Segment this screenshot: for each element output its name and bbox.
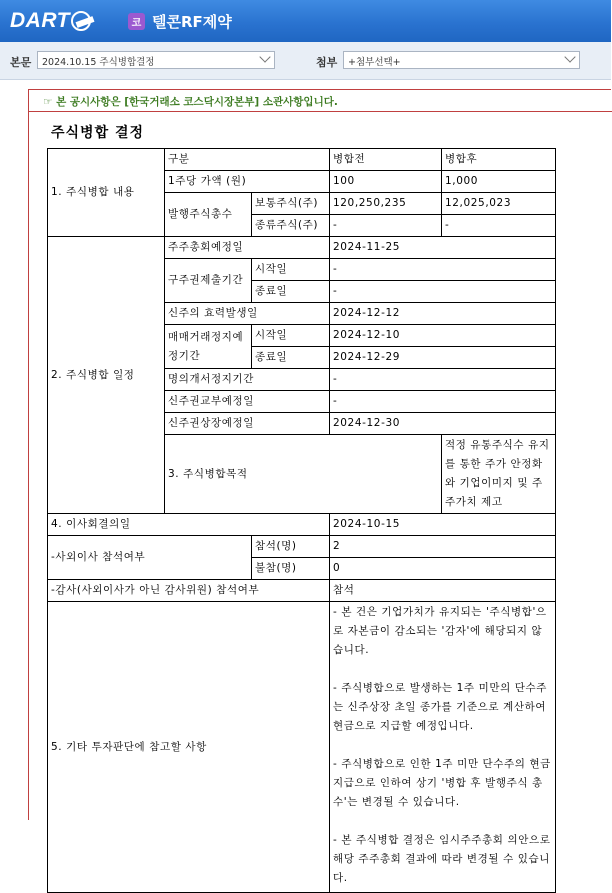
note-1: - 본 건은 기업가치가 유지되는 '주식병합'으로 자본금이 감소되는 '감자'에 해당되지 않습니다. bbox=[333, 606, 547, 656]
attach-select[interactable] bbox=[343, 51, 580, 69]
section2-label: 2. 주식병합 일정 bbox=[48, 237, 165, 514]
listing-date-label: 신주권상장예정일 bbox=[165, 413, 330, 435]
total-shares-label: 발행주식총수 bbox=[165, 193, 252, 237]
common-shares-after: 12,025,023 bbox=[442, 193, 556, 215]
table-row bbox=[48, 237, 556, 259]
market-badge: 코 bbox=[128, 13, 145, 30]
submit-period-label: 구주권제출기간 bbox=[165, 259, 252, 303]
note-3: - 주식병합으로 인한 1주 미만 단수주의 현금지급으로 인하여 상기 '병합 후 발행주식 총수'는 변경될 수 있습니다. bbox=[333, 758, 551, 808]
section1-label: 1. 주식병합 내용 bbox=[48, 149, 165, 237]
table-row bbox=[48, 580, 556, 602]
table-row bbox=[48, 514, 556, 536]
certificate-issue-value: - bbox=[330, 391, 556, 413]
common-shares-label: 보통주식(주) bbox=[252, 193, 330, 215]
table-row bbox=[48, 536, 556, 558]
section5-notes bbox=[330, 602, 556, 893]
agm-date-value: 2024-11-25 bbox=[330, 237, 556, 259]
present-value: 2 bbox=[330, 536, 556, 558]
section4-value: 2024-10-15 bbox=[330, 514, 556, 536]
attach-label: 첨부 bbox=[316, 56, 338, 69]
table-row bbox=[48, 602, 556, 893]
submit-end-label: 종료일 bbox=[252, 281, 330, 303]
company-header bbox=[128, 11, 232, 32]
note-2: - 주식병합으로 발생하는 1주 미만의 단수주는 신주상장 초일 종가를 기준으로 계산하여 현금으로 지급할 예정입니다. bbox=[333, 682, 547, 732]
page-title: 주식병합 결정 bbox=[51, 125, 145, 141]
main-doc-select-value: 2024.10.15 주식병합결정 bbox=[42, 57, 155, 68]
outside-director-label: -사외이사 참석여부 bbox=[48, 536, 252, 580]
disclosure-document bbox=[28, 89, 611, 884]
main-doc-select[interactable] bbox=[37, 51, 275, 69]
submit-start-value: - bbox=[330, 259, 556, 281]
preferred-shares-label: 종류주식(주) bbox=[252, 215, 330, 237]
listing-date-value: 2024-12-30 bbox=[330, 413, 556, 435]
main-label: 본문 bbox=[10, 56, 32, 69]
par-value-label: 1주당 가액 (원) bbox=[165, 171, 330, 193]
logo-globe-icon bbox=[71, 11, 91, 31]
preferred-shares-before: - bbox=[330, 215, 442, 237]
section4-label: 4. 이사회결의일 bbox=[48, 514, 330, 536]
note-4: - 본 주식병합 결정은 임시주주총회 의안으로 해당 주주총회 결과에 따라 변경될 수 있습니다. bbox=[333, 834, 551, 884]
table-row bbox=[48, 149, 556, 171]
dart-logo[interactable] bbox=[10, 8, 91, 34]
section3-value: 적정 유통주식수 유지를 통한 주가 안정화와 기업이미지 및 주주가치 제고 bbox=[442, 435, 556, 514]
auditor-attendance-label: -감사(사외이사가 아닌 감사위원) 참석여부 bbox=[48, 580, 330, 602]
certificate-issue-label: 신주권교부예정일 bbox=[165, 391, 330, 413]
auditor-attendance-value: 참석 bbox=[330, 580, 556, 602]
preferred-shares-after: - bbox=[442, 215, 556, 237]
disclosure-table bbox=[47, 148, 556, 893]
absent-value: 0 bbox=[330, 558, 556, 580]
document-select-bar bbox=[0, 42, 611, 80]
transfer-suspension-label: 명의개서정지기간 bbox=[165, 369, 330, 391]
absent-label: 불참(명) bbox=[252, 558, 330, 580]
attach-select-value: +첨부선택+ bbox=[348, 57, 401, 68]
transfer-suspension-value: - bbox=[330, 369, 556, 391]
top-bar bbox=[0, 0, 611, 42]
header-gubun: 구분 bbox=[165, 149, 330, 171]
jurisdiction-notice: ☞ 본 공시사항은 [한국거래소 코스닥시장본부] 소관사항입니다. bbox=[29, 90, 612, 112]
submit-end-value: - bbox=[330, 281, 556, 303]
agm-date-label: 주주총회예정일 bbox=[165, 237, 330, 259]
submit-start-label: 시작일 bbox=[252, 259, 330, 281]
halt-start-label: 시작일 bbox=[252, 325, 330, 347]
common-shares-before: 120,250,235 bbox=[330, 193, 442, 215]
halt-end-label: 종료일 bbox=[252, 347, 330, 369]
halt-start-value: 2024-12-10 bbox=[330, 325, 556, 347]
effective-date-value: 2024-12-12 bbox=[330, 303, 556, 325]
section5-label: 5. 기타 투자판단에 참고할 사항 bbox=[48, 602, 330, 893]
par-value-after: 1,000 bbox=[442, 171, 556, 193]
chevron-down-icon bbox=[259, 51, 270, 62]
header-before: 병합전 bbox=[330, 149, 442, 171]
header-after: 병합후 bbox=[442, 149, 556, 171]
effective-date-label: 신주의 효력발생일 bbox=[165, 303, 330, 325]
present-label: 참석(명) bbox=[252, 536, 330, 558]
chevron-down-icon bbox=[564, 51, 575, 62]
trading-halt-label: 매매거래정지예정기간 bbox=[165, 325, 252, 369]
par-value-before: 100 bbox=[330, 171, 442, 193]
section3-label: 3. 주식병합목적 bbox=[165, 435, 442, 514]
logo-text: DART bbox=[10, 9, 70, 32]
halt-end-value: 2024-12-29 bbox=[330, 347, 556, 369]
company-name[interactable]: 텔콘RF제약 bbox=[152, 13, 232, 31]
